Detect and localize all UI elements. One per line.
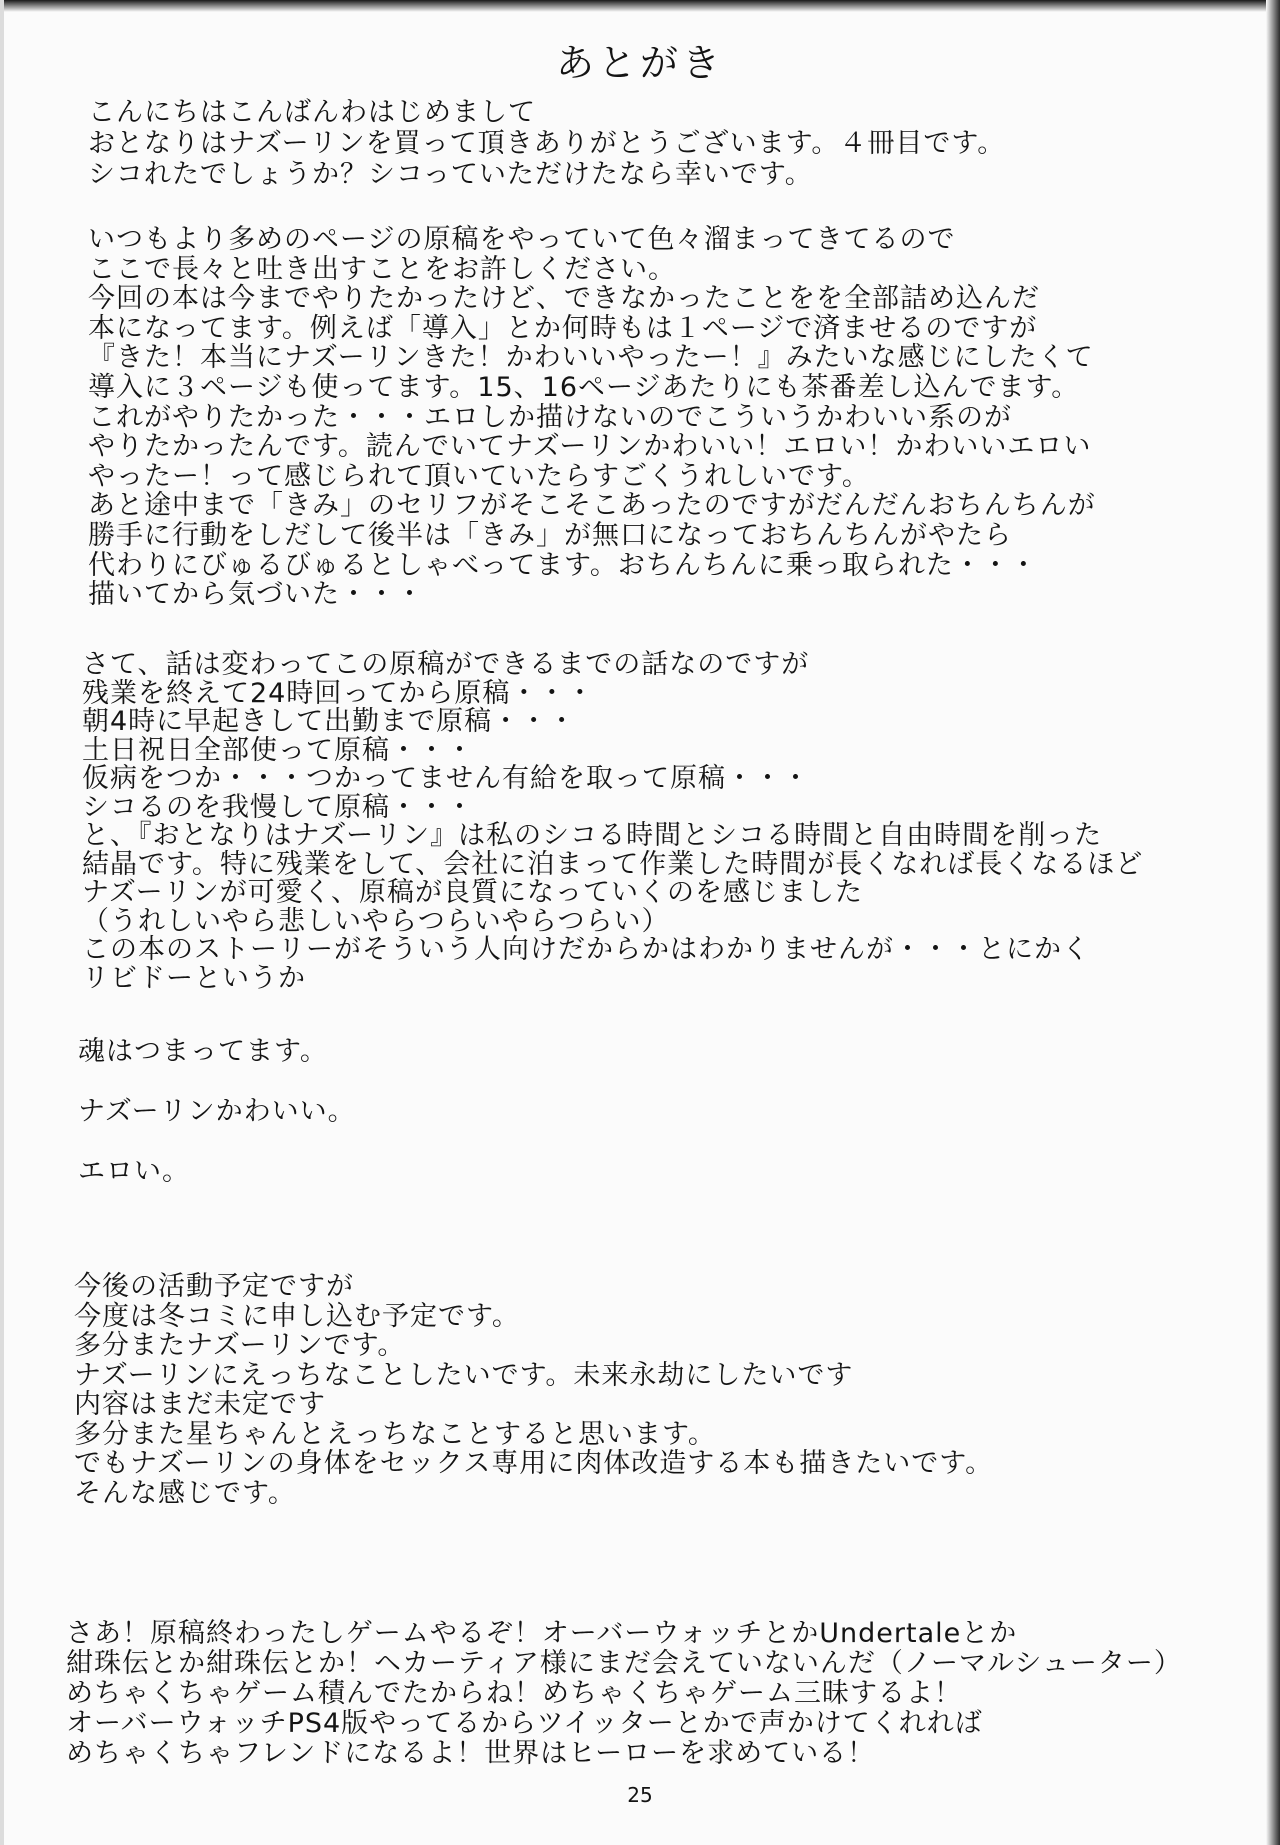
text-line: ナズーリンかわいい。 <box>78 1096 356 1127</box>
text-line: と、『おとなりはナズーリン』は私のシコる時間とシコる時間と自由時間を削った <box>82 820 1103 851</box>
text-line: おとなりはナズーリンを買って頂きありがとうございます。４冊目です。 <box>88 128 1006 159</box>
text-line: こんにちはこんばんわはじめまして <box>88 97 536 128</box>
text-line: めちゃくちゃフレンドになるよ！世界はヒーローを求めている！ <box>66 1738 876 1769</box>
text-line: 仮病をつか・・・つかってません有給を取って原稿・・・ <box>82 763 810 794</box>
text-line: 代わりにびゅるびゅるとしゃべってます。おちんちんに乗っ取られた・・・ <box>88 549 1038 581</box>
scan-edge-top <box>0 0 1280 12</box>
text-line: やったー！って感じられて頂いていたらすごくうれしいです。 <box>88 460 870 492</box>
text-line: 今度は冬コミに申し込む予定です。 <box>74 1300 520 1332</box>
text-line: オーバーウォッチPS4版やってるからツイッターとかで声かけてくれれば <box>66 1708 983 1739</box>
text-line: これがやりたかった・・・エロしか描けないのでこういうかわいい系のが <box>88 401 1012 433</box>
text-line: さて、話は変わってこの原稿ができるまでの話なのですが <box>82 649 810 680</box>
text-line: 今回の本は今までやりたかったけど、できなかったことをを全部詰め込んだ <box>88 283 1040 315</box>
text-line: めちゃくちゃゲーム積んでたからね！めちゃくちゃゲーム三昧するよ！ <box>66 1678 962 1709</box>
text-line: ここで長々と吐き出すことをお許しください。 <box>88 253 676 285</box>
text-line: シコれたでしょうか？シコっていただけたなら幸いです。 <box>88 159 813 190</box>
text-line: リビドーというか <box>82 962 306 994</box>
text-line: でもナズーリンの身体をセックス専用に肉体改造する本も描きたいです。 <box>74 1448 994 1479</box>
text-line: 魂はつまってます。 <box>78 1036 328 1067</box>
text-line: 導入に３ページも使ってます。15、16ページあたりにも茶番差し込んでます。 <box>88 372 1080 403</box>
scan-edge-left <box>0 0 4 1845</box>
text-line: 描いてから気づいた・・・ <box>88 579 424 611</box>
text-line: 結晶です。特に残業をして、会社に泊まって作業した時間が長くなれば長くなるほど <box>82 848 1144 880</box>
text-line: いつもより多めのページの原稿をやっていて色々溜まってきてるので <box>88 224 956 255</box>
text-line: エロい。 <box>78 1156 190 1187</box>
text-line: 土日祝日全部使って原稿・・・ <box>82 734 474 766</box>
text-line: シコるのを我慢して原稿・・・ <box>82 791 474 823</box>
text-line: ナズーリンにえっちなことしたいです。未来永劫にしたいです <box>74 1359 854 1391</box>
text-line: この本のストーリーがそういう人向けだからかはわかりませんが・・・とにかく <box>82 934 1090 965</box>
scan-edge-right <box>1266 0 1280 1845</box>
page-number: 25 <box>627 1783 653 1807</box>
text-line: 今後の活動予定ですが <box>74 1271 354 1302</box>
text-line: 勝手に行動をしだして後半は「きみ」が無口になっておちんちんがやたら <box>88 520 1012 551</box>
text-line: 『きた！本当にナズーリンきた！かわいいやったー！』みたいな感じにしたくて <box>88 342 1094 374</box>
text-line: 多分また星ちゃんとえっちなことすると思います。 <box>74 1418 716 1450</box>
text-line: ナズーリンが可愛く、原稿が良質になっていくのを感じました <box>82 877 864 908</box>
text-line: 内容はまだ未定です <box>74 1389 326 1420</box>
text-line: さあ！原稿終わったしゲームやるぞ！オーバーウォッチとかUndertaleとか <box>66 1618 1018 1649</box>
text-line: あと途中まで「きみ」のセリフがそこそこあったのですがだんだんおちんちんが <box>88 490 1096 522</box>
text-line: （うれしいやら悲しいやらつらいやらつらい） <box>82 905 670 937</box>
text-line: 残業を終えて24時回ってから原稿・・・ <box>82 677 595 709</box>
text-line: やりたかったんです。読んでいてナズーリンかわいい！エロい！かわいいエロい <box>88 431 1092 463</box>
text-line: 多分またナズーリンです。 <box>74 1330 406 1361</box>
text-line: 朝4時に早起きして出勤まで原稿・・・ <box>82 706 577 737</box>
text-line: 本になってます。例えば「導入」とか何時もは１ページで済ませるのですが <box>88 312 1038 344</box>
text-line: そんな感じです。 <box>74 1477 296 1509</box>
text-line: 紺珠伝とか紺珠伝とか！ヘカーティア様にまだ会えていないんだ（ノーマルシューター） <box>66 1648 1182 1679</box>
page-title: あとがき <box>555 41 724 85</box>
